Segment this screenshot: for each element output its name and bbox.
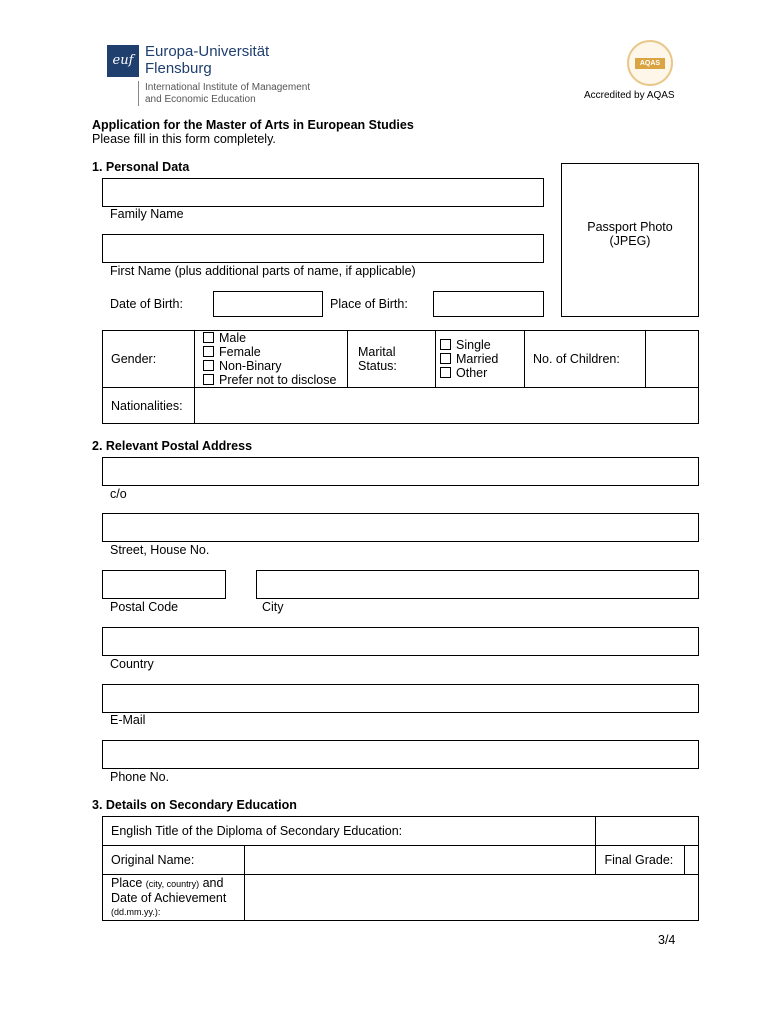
section-postal-address-heading: 2. Relevant Postal Address xyxy=(92,439,253,453)
checkbox-icon[interactable] xyxy=(203,346,214,357)
date-of-birth-label: Date of Birth: xyxy=(110,297,183,311)
co-label: c/o xyxy=(110,487,127,501)
option-label: Prefer not to disclose xyxy=(219,373,337,387)
personal-details-table xyxy=(102,330,699,424)
first-name-label: First Name (plus additional parts of name, if applicable) xyxy=(110,264,416,278)
place-date-field[interactable] xyxy=(245,875,699,921)
checkbox-icon[interactable] xyxy=(203,332,214,343)
form-title: Application for the Master of Arts in European Studies xyxy=(92,118,414,132)
final-grade-field[interactable] xyxy=(685,846,699,875)
university-name-line2: Flensburg xyxy=(145,60,212,77)
checkbox-icon[interactable] xyxy=(440,339,451,350)
checkbox-icon[interactable] xyxy=(440,367,451,378)
institute-name-line2: and Economic Education xyxy=(145,94,256,105)
marital-status-label xyxy=(348,331,436,388)
passport-photo-format: (JPEG) xyxy=(609,234,651,248)
marital-label-line2: Status: xyxy=(358,359,397,373)
option-label: Male xyxy=(219,331,247,345)
place-date-label xyxy=(103,875,245,921)
street-field[interactable] xyxy=(102,513,699,542)
gender-label: Gender: xyxy=(103,331,195,388)
aqas-seal-icon xyxy=(627,40,673,86)
english-title-field[interactable] xyxy=(596,817,699,846)
country-label: Country xyxy=(110,657,154,671)
marital-option-other[interactable] xyxy=(440,366,524,380)
option-label: Married xyxy=(456,352,499,366)
date-format-hint: (dd.mm.yy.): xyxy=(111,907,161,917)
city-label: City xyxy=(262,600,284,614)
family-name-field[interactable] xyxy=(102,178,544,207)
marital-label-line1: Marital xyxy=(358,345,396,359)
accreditation-caption: Accredited by AQAS xyxy=(584,90,675,101)
checkbox-icon[interactable] xyxy=(203,360,214,371)
place-word: Place xyxy=(111,876,143,890)
street-label: Street, House No. xyxy=(110,543,210,557)
marital-options xyxy=(436,331,525,388)
option-label: Other xyxy=(456,366,488,380)
university-logo xyxy=(107,45,327,107)
original-name-label: Original Name: xyxy=(103,846,245,875)
first-name-field[interactable] xyxy=(102,234,544,263)
gender-option-male[interactable] xyxy=(203,331,347,345)
place-hint: (city, country) xyxy=(145,879,200,889)
aqas-seal-label: AQAS xyxy=(635,58,665,69)
checkbox-icon[interactable] xyxy=(203,374,214,385)
university-name-line1: Europa-Universität xyxy=(145,43,270,60)
form-subtitle: Please fill in this form completely. xyxy=(92,132,276,146)
secondary-education-table xyxy=(102,816,699,921)
postal-code-label: Postal Code xyxy=(110,600,179,614)
co-field[interactable] xyxy=(102,457,699,486)
final-grade-label: Final Grade: xyxy=(596,846,685,875)
family-name-label: Family Name xyxy=(110,207,184,221)
section-secondary-education-heading: 3. Details on Secondary Education xyxy=(92,798,297,812)
original-name-field[interactable] xyxy=(245,846,596,875)
gender-option-female[interactable] xyxy=(203,345,347,359)
phone-field[interactable] xyxy=(102,740,699,769)
city-field[interactable] xyxy=(256,570,699,599)
option-label: Non-Binary xyxy=(219,359,282,373)
passport-photo-label: Passport Photo xyxy=(587,220,673,234)
place-of-birth-label: Place of Birth: xyxy=(330,297,408,311)
phone-label: Phone No. xyxy=(110,770,170,784)
children-field[interactable] xyxy=(646,331,699,388)
marital-option-single[interactable] xyxy=(440,338,524,352)
passport-photo-box[interactable] xyxy=(561,163,699,317)
marital-option-married[interactable] xyxy=(440,352,524,366)
children-label: No. of Children: xyxy=(525,331,646,388)
gender-options xyxy=(195,331,348,388)
postal-code-field[interactable] xyxy=(102,570,226,599)
email-label: E-Mail xyxy=(110,713,146,727)
nationalities-field[interactable] xyxy=(195,388,699,424)
place-of-birth-field[interactable] xyxy=(433,291,544,317)
email-field[interactable] xyxy=(102,684,699,713)
section-personal-data-heading: 1. Personal Data xyxy=(92,160,190,174)
country-field[interactable] xyxy=(102,627,699,656)
date-of-birth-field[interactable] xyxy=(213,291,323,317)
euf-logo-icon: euf xyxy=(107,45,139,77)
english-title-label: English Title of the Diploma of Secondary Education: xyxy=(103,817,596,846)
nationalities-label: Nationalities: xyxy=(103,388,195,424)
gender-option-undisclosed[interactable] xyxy=(203,373,347,387)
date-achievement-word: Date of Achievement xyxy=(111,891,227,905)
option-label: Single xyxy=(456,338,491,352)
and-word: and xyxy=(202,876,224,890)
gender-option-non-binary[interactable] xyxy=(203,359,347,373)
institute-name-line1: International Institute of Management xyxy=(145,82,311,93)
option-label: Female xyxy=(219,345,261,359)
logo-divider xyxy=(138,81,139,106)
page-number: 3/4 xyxy=(658,933,676,947)
checkbox-icon[interactable] xyxy=(440,353,451,364)
